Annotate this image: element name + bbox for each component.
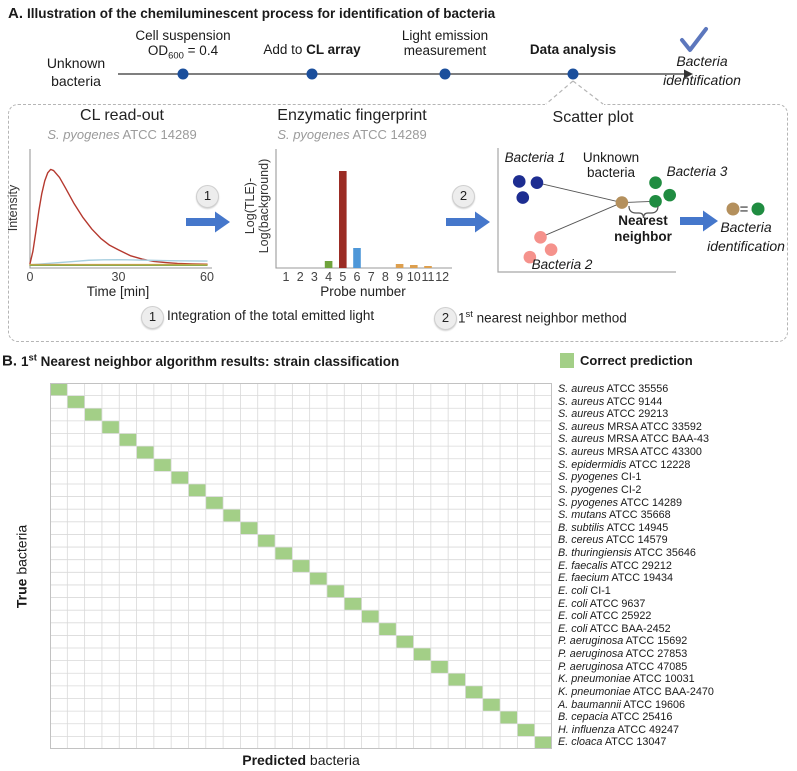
strain-id: ATCC 47085 <box>623 660 688 673</box>
strain-label <box>558 686 714 699</box>
strain-id: MRSA ATCC BAA-43 <box>604 433 710 446</box>
scatter-dot-icon <box>516 191 529 204</box>
strain-species: E. coli <box>558 597 588 610</box>
timeline-dot-icon <box>307 69 318 80</box>
fp-x-tick: 12 <box>435 270 450 284</box>
matrix-xlabel: Predicted bacteria <box>242 752 360 768</box>
strain-label <box>558 736 666 749</box>
equals-sign: = <box>739 201 749 218</box>
strain-species: B. subtilis <box>558 521 605 534</box>
correct-prediction-cell <box>67 396 84 409</box>
fp-x-tick: 4 <box>325 270 333 284</box>
strain-species: E. coli <box>558 610 588 623</box>
strain-species: S. aureus <box>558 383 605 395</box>
correct-prediction-cell <box>396 635 413 648</box>
correct-prediction-cell <box>517 724 534 737</box>
strain-label <box>558 711 672 724</box>
fp-x-tick: 11 <box>421 270 435 284</box>
step-1-badge: 1 <box>196 185 219 208</box>
scatter-dot-icon <box>545 243 558 256</box>
panel-a-title-text: Illustration of the chemiluminescent process for identification of bacteria <box>27 6 496 21</box>
correct-prediction-label: Correct prediction <box>580 353 693 368</box>
nearest-neighbor-label: Nearest neighbor <box>614 213 672 244</box>
cl-x-tick: 60 <box>200 270 214 284</box>
correct-prediction-cell <box>171 471 188 484</box>
panel-b-letter: B. <box>2 352 17 370</box>
correct-prediction-cell <box>379 623 396 636</box>
timeline-dot-icon <box>440 69 451 80</box>
scatter-cluster1-label: Bacteria 1 <box>504 150 566 165</box>
cl-xlabel: Time [min] <box>86 284 150 299</box>
fp-bar <box>410 265 418 268</box>
fp-bar <box>424 266 432 268</box>
timeline-end-label: Bacteria identification <box>663 53 741 88</box>
strain-label-list <box>558 383 797 749</box>
cl-subtitle: S. pyogenes ATCC 14289 <box>47 127 197 142</box>
strain-id: ATCC 27853 <box>623 648 688 661</box>
strain-label <box>558 585 611 598</box>
fingerprint-title: Enzymatic fingerprint <box>277 107 427 124</box>
correct-prediction-cell <box>154 459 171 472</box>
strain-species: S. mutans <box>558 509 607 522</box>
strain-label <box>558 484 641 497</box>
correct-prediction-cell <box>327 585 344 598</box>
correct-prediction-cell <box>448 673 465 686</box>
scatter-dot-icon <box>616 196 629 209</box>
correct-prediction-cell <box>223 509 240 522</box>
result-label: Bacteria identification <box>707 219 785 254</box>
strain-id: ATCC BAA-2470 <box>630 685 714 698</box>
cl-plot-axes <box>30 149 212 268</box>
strain-label <box>558 408 668 421</box>
strain-id: ATCC 19434 <box>609 572 674 585</box>
strain-species: E. coli <box>558 584 588 597</box>
step-2-badge: 2 <box>452 185 475 208</box>
scatter-dot-icon <box>649 195 662 208</box>
strain-species: S. pyogenes <box>558 471 619 484</box>
strain-species: E. cloaca <box>558 736 603 749</box>
strain-id: CI-1 <box>618 471 642 484</box>
strain-species: P. aeruginosa <box>558 660 624 673</box>
strain-species: E. faecium <box>558 572 610 585</box>
strain-species: E. coli <box>558 622 588 635</box>
strain-species: B. thuringiensis <box>558 547 632 560</box>
correct-prediction-cell <box>119 433 136 446</box>
strain-label <box>558 673 695 686</box>
timeline-start-label: Unknown bacteria <box>46 55 106 89</box>
strain-id: MRSA ATCC 33592 <box>604 420 702 433</box>
strain-label <box>558 509 671 522</box>
correct-prediction-cell <box>258 534 275 547</box>
strain-species: P. aeruginosa <box>558 648 624 661</box>
cl-x-tick: 0 <box>26 270 34 284</box>
panel-a-letter: A. <box>8 5 23 22</box>
strain-species: K. pneumoniae <box>558 673 631 686</box>
correct-prediction-cell <box>431 661 448 674</box>
strain-label <box>558 560 672 573</box>
scatter-dot-icon <box>534 231 547 244</box>
strain-species: K. pneumoniae <box>558 685 631 698</box>
timeline-step1-label: Cell suspension $OD_{600} = 0.4$ <box>135 28 231 62</box>
fingerprint-xlabel: Probe number <box>320 284 406 299</box>
strain-id: ATCC 9144 <box>604 395 663 408</box>
flow-arrow-2-icon <box>446 212 490 233</box>
strain-species: B. cereus <box>558 534 604 547</box>
strain-species: E. faecalis <box>558 559 608 572</box>
correct-prediction-swatch <box>560 353 574 368</box>
scatter-dot-icon <box>663 189 676 202</box>
correct-prediction-cell <box>188 484 205 497</box>
strain-id: ATCC 35668 <box>606 509 671 522</box>
strain-label <box>558 648 687 661</box>
strain-species: B. cepacia <box>558 711 609 724</box>
panel-a-title <box>8 5 495 23</box>
correct-prediction-cell <box>50 383 67 396</box>
strain-label <box>558 661 687 674</box>
correct-prediction-cell <box>414 648 431 661</box>
strain-species: H. influenza <box>558 723 616 736</box>
strain-label <box>558 724 679 737</box>
cl-x-tick: 30 <box>111 270 126 284</box>
strain-label <box>558 534 668 547</box>
legend-step-2-text: 1st nearest neighbor method <box>458 309 627 326</box>
strain-species: S. aureus <box>558 395 605 408</box>
strain-id: MRSA ATCC 43300 <box>604 446 702 459</box>
timeline-dot-icon <box>178 69 189 80</box>
fp-x-tick: 10 <box>406 270 421 284</box>
checkmark-icon <box>682 29 706 50</box>
fp-bar <box>353 248 361 268</box>
timeline-step3-label: Light emission measurement <box>401 28 489 58</box>
strain-id: ATCC 13047 <box>602 736 667 749</box>
timeline-step2-label: Add to CL array <box>263 42 361 57</box>
legend-step-2-badge: 2 <box>434 307 457 330</box>
timeline-step4-label: Data analysis <box>529 42 617 57</box>
fp-x-tick: 8 <box>381 270 389 284</box>
fp-x-tick: 5 <box>339 270 347 284</box>
correct-prediction-cell <box>500 711 517 724</box>
scatter-unknown-label: Unknown bacteria <box>582 150 640 180</box>
correct-prediction-cell <box>483 699 500 712</box>
fp-bar <box>339 171 347 268</box>
strain-label <box>558 421 702 434</box>
strain-id: CI-2 <box>618 483 642 496</box>
strain-id: ATCC 14579 <box>603 534 668 547</box>
fingerprint-plot-axes <box>276 149 452 268</box>
strain-id: ATCC 19606 <box>621 698 686 711</box>
scatter-dot-icon <box>531 176 544 189</box>
scatter-cluster3-label: Bacteria 3 <box>666 164 728 179</box>
strain-id: ATCC 49247 <box>615 723 680 736</box>
strain-id: ATCC 35556 <box>604 383 669 395</box>
strain-id: ATCC 10031 <box>630 673 695 686</box>
correct-prediction-cell <box>362 610 379 623</box>
strain-label <box>558 623 671 636</box>
fingerprint-ylabel: Log(TLE)- Log(background) <box>243 158 271 254</box>
strain-id: ATCC 25922 <box>587 610 652 623</box>
strain-id: ATCC 35646 <box>631 547 696 560</box>
fp-x-tick: 1 <box>282 270 290 284</box>
correct-prediction-cell <box>85 408 102 421</box>
strain-id: ATCC 14289 <box>618 496 683 509</box>
correct-prediction-cell <box>535 736 552 749</box>
fp-bar <box>325 261 333 268</box>
strain-species: S. pyogenes <box>558 483 619 496</box>
timeline-dot-icon <box>568 69 579 80</box>
strain-label <box>558 547 696 560</box>
strain-label <box>558 699 685 712</box>
correct-prediction-cell <box>240 522 257 535</box>
strain-species: S. aureus <box>558 420 605 433</box>
fp-bar <box>396 264 404 268</box>
fingerprint-subtitle: S. pyogenes ATCC 14289 <box>277 127 427 142</box>
correct-prediction-cell <box>137 446 154 459</box>
scatter-connection-line <box>537 183 622 203</box>
legend-step-1-text: Integration of the total emitted light <box>167 308 375 323</box>
fp-x-tick: 7 <box>367 270 375 284</box>
correct-prediction-cell <box>465 686 482 699</box>
result-match-dot-icon <box>752 203 765 216</box>
scatter-cluster2-label: Bacteria 2 <box>531 257 593 272</box>
strain-species: S. aureus <box>558 446 605 459</box>
cl-title: CL read-out <box>80 107 164 124</box>
strain-label <box>558 598 645 611</box>
strain-species: S. aureus <box>558 408 605 421</box>
legend-step-1-badge: 1 <box>141 306 164 329</box>
panel-b-title: B. 1st Nearest neighbor algorithm results: strain classification <box>2 352 400 370</box>
fp-x-tick: 9 <box>396 270 404 284</box>
correct-prediction-cell <box>292 560 309 573</box>
strain-species: S. aureus <box>558 433 605 446</box>
fp-x-tick: 6 <box>353 270 361 284</box>
fp-x-tick: 2 <box>296 270 304 284</box>
strain-label <box>558 572 673 585</box>
strain-label <box>558 446 702 459</box>
strain-id: CI-1 <box>587 584 611 597</box>
strain-id: ATCC 9637 <box>587 597 646 610</box>
strain-label <box>558 383 668 396</box>
confusion-matrix <box>50 383 552 749</box>
strain-id: ATCC BAA-2452 <box>587 622 671 635</box>
strain-id: ATCC 14945 <box>604 521 669 534</box>
strain-id: ATCC 15692 <box>623 635 688 648</box>
strain-label <box>558 471 641 484</box>
correct-prediction-cell <box>344 598 361 611</box>
strain-label <box>558 522 668 535</box>
strain-label <box>558 497 682 510</box>
callout-line <box>573 81 603 104</box>
strain-label <box>558 459 690 472</box>
correct-prediction-cell <box>310 572 327 585</box>
scatter-title: Scatter plot <box>552 109 634 126</box>
strain-species: P. aeruginosa <box>558 635 624 648</box>
strain-id: ATCC 12228 <box>626 458 691 471</box>
matrix-ylabel: True bacteria <box>13 524 30 609</box>
correct-prediction-cell <box>206 497 223 510</box>
correct-prediction-cell <box>102 421 119 434</box>
strain-label <box>558 433 709 446</box>
cl-ylabel: Intensity <box>6 184 20 232</box>
strain-label <box>558 610 651 623</box>
strain-id: ATCC 25416 <box>608 711 673 724</box>
callout-line <box>546 81 573 104</box>
cl-curve <box>30 169 207 264</box>
strain-species: S. pyogenes <box>558 496 619 509</box>
scatter-dot-icon <box>513 175 526 188</box>
cl-plot <box>27 169 214 284</box>
strain-id: ATCC 29213 <box>604 408 669 421</box>
flow-arrow-1-icon <box>186 212 230 233</box>
strain-label <box>558 635 687 648</box>
fingerprint-plot <box>283 171 450 284</box>
strain-id: ATCC 29212 <box>607 559 672 572</box>
correct-prediction-cell <box>275 547 292 560</box>
fp-x-tick: 3 <box>310 270 318 284</box>
strain-species: A. baumannii <box>558 698 622 711</box>
strain-label <box>558 396 662 409</box>
strain-species: S. epidermidis <box>558 458 627 471</box>
